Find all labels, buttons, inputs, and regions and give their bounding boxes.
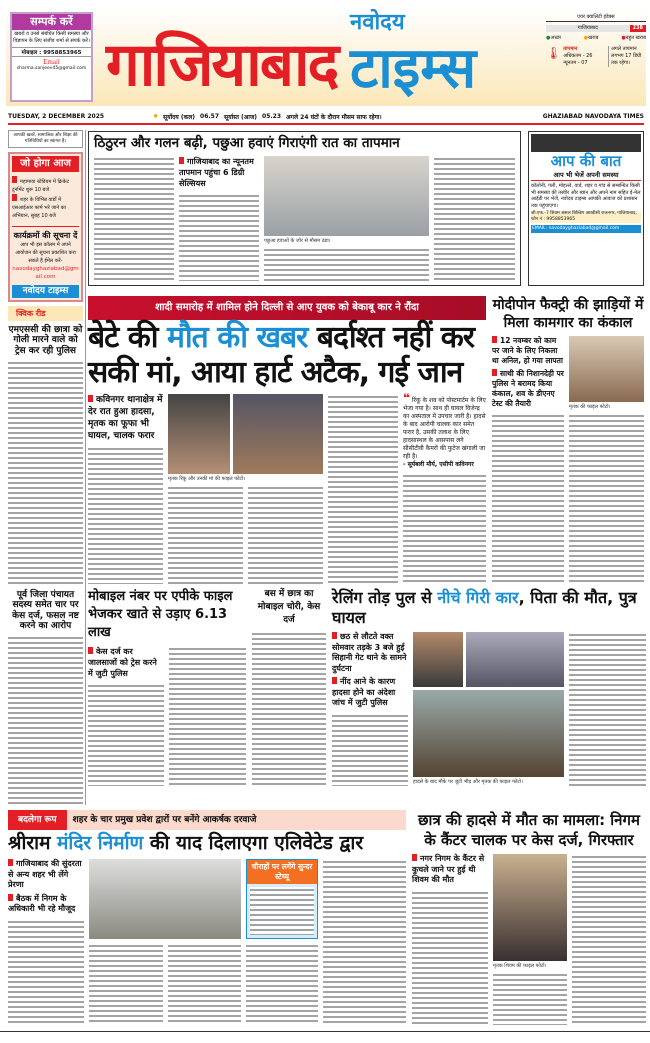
photo-mother <box>233 394 323 474</box>
left-column <box>8 130 86 805</box>
aqi-legend-good: ●अच्छा <box>546 35 561 41</box>
story-body <box>8 919 84 1026</box>
gate-banner <box>8 810 406 830</box>
story-body <box>168 943 242 1025</box>
paper-name: GHAZIABAD NAVODAYA TIMES <box>542 113 644 120</box>
top-story-headline: ठिठुरन और गलन बढ़ी, पछुआ हवाएं गिराएंगी रात का तापमान <box>94 135 400 151</box>
story-body <box>572 854 646 1025</box>
aap-ki-baat-body: कॉलोनी, गली, मोहल्ले, वार्ड, शहर व गांव से सम्बन्धित किसी भी समस्या की तस्वीर और ब्यान और अपने नाम सहित ई-मेल आईडी पर भेजें, नवोदय टाइम्स आपकी आवाज को प्रशासन तक पहुंचाएगा। <box>531 183 641 209</box>
photo-caption: मृतक की फाइल फोटो। <box>569 404 611 410</box>
story-body <box>88 446 163 584</box>
story-body <box>248 485 323 584</box>
aqi-panel <box>546 14 646 67</box>
headline-part: श्रीराम <box>8 832 58 854</box>
paper-title-top: नवोदय <box>350 10 405 35</box>
headline-part: बर्दाश्त नहीं कर सकी मां, आया हार्ट अटैक, गई जान <box>88 320 475 390</box>
sunset-label: सूर्यास्त (आज) <box>224 113 258 121</box>
story-body <box>493 972 567 1025</box>
quote-text: रिंकू के शव को पोस्टमार्टम के लिए भेजा गया है। साथ ही घायल विजेन्द्र का अस्पताल में उपचार जारी है। हादसे के बाद आरोपी चालक कार समेत फरार है, उसकी तलाश के लिए हादसास्थल के आसपास लगे सीसीटीवी कैमरों की फुटेज खंगाली जा रही है। <box>403 397 486 460</box>
quote-attribution: - सूर्यबली मौर्य, एसीपी कविनगर <box>403 461 474 468</box>
today-item: शहर के विभिन्न वार्डों में एसआईआर फार्म भरे जाने का अभियान, सुबह 10 बजे <box>12 194 79 220</box>
story-body <box>434 156 515 281</box>
railing-bullet: नींद आने के कारण हादसा होने का अंदेशा जांच में जुटी पुलिस <box>332 677 408 709</box>
headline-part: , पिता की मौत, पुत्र घायल <box>332 588 637 627</box>
statue-box-title: चौराहों पर लगेंगे सुन्दर स्टेच्यू <box>247 860 317 884</box>
headline-part: की याद दिलाएगा एलिवेटेड द्वार <box>143 832 364 854</box>
events-logo: नवोदय टाइम्स <box>12 285 79 298</box>
student-photo <box>493 854 567 961</box>
story-body <box>412 890 488 1026</box>
modipon-story <box>492 296 644 584</box>
story-body <box>252 631 326 786</box>
story-body <box>492 413 564 584</box>
story-body <box>179 193 259 281</box>
quick-read-label: क्विक रीड <box>8 306 83 321</box>
events-text: आप भी इस कॉलम में अपने आयोजन की सूचना प्रकाशित करा सकते हैं ईमेल करें- <box>15 242 76 264</box>
story-body <box>328 394 398 584</box>
modipon-headline: मोदीपोन फैक्ट्री की झाड़ियों में मिला कामगार का कंकाल <box>492 297 644 331</box>
gate-bullet: बैठक में निगम के अधिकारी भी रहे मौजूद <box>8 894 84 915</box>
railing-victim-photo <box>413 632 463 687</box>
paper-title-red: गाजियाबाद <box>106 30 338 100</box>
student-story <box>412 810 646 1025</box>
temp-forecast: अगले तापमान लगभग 17 डिग्री तक रहेगा। <box>608 46 646 67</box>
photo-caption: हादसे के बाद मौके पर जुटी भीड़ और मृतक की फाइल फोटो। <box>413 779 523 785</box>
story-body <box>8 360 83 586</box>
story-body <box>246 943 318 1025</box>
story-body <box>332 713 408 787</box>
aqi-value: 238 <box>630 25 646 32</box>
sunrise-label: सूर्योदय (कल) <box>163 113 196 121</box>
story-body <box>569 632 646 786</box>
story-body <box>169 646 246 786</box>
color-registration-bar <box>0 1031 650 1032</box>
masthead <box>6 8 646 106</box>
photo-caption: पछुआ हवाओं के जोर से मौसम ठंडा। <box>264 237 331 244</box>
photo-caption: मृतक रिंकू और उनकी मां की फाइल फोटो। <box>168 476 246 482</box>
story-body <box>94 156 174 281</box>
temp-max: अधिकतम - 26 <box>563 53 593 59</box>
thermometer-icon: 🌡 <box>546 46 562 60</box>
today-title: जो होगा आज <box>12 156 79 172</box>
story-body <box>88 683 164 786</box>
headline-highlight: मंदिर निर्माण <box>57 832 144 854</box>
lead-headline <box>88 320 486 390</box>
aap-ki-baat-subtitle: आप भी भेजें अपनी समस्या <box>531 171 641 181</box>
aqi-legend-very-bad: ●बहुत खराब <box>621 35 646 41</box>
story-body <box>264 247 429 281</box>
bus-theft-story <box>252 588 326 786</box>
meeting-photo <box>89 859 241 939</box>
weather-forecast: अगले 24 घंटों के दौरान मौसम साफ रहेगा। <box>286 113 382 121</box>
modipon-photo <box>569 336 644 402</box>
story-body <box>250 887 314 935</box>
contact-title: सम्पर्क करें <box>12 14 91 30</box>
section-tag: बदलेगा रूप <box>8 810 67 830</box>
events-email[interactable]: navodayghaziabad@gmail.com <box>12 266 79 280</box>
aqi-city: गाजियाबाद <box>546 25 630 32</box>
aap-ki-baat-email[interactable]: EMAIL: navodayghaziabad@gmail.com <box>531 225 641 233</box>
today-item: महामाया स्टेडियम में क्रिकेट टूर्नामेंट शुरू 10 बजे <box>12 176 79 194</box>
gate-story <box>8 810 406 1025</box>
sun-icon: ✹ <box>153 113 159 120</box>
fraud-headline: मोबाइल नंबर पर एपीके फाइल भेजकर खाते से उड़ाए 6.13 लाख <box>88 589 233 640</box>
contact-text: खबरों व उनसे संबंधित किसी समस्या और विज्ञापन के लिए संजीव शर्मा से संपर्क करें। <box>13 31 90 44</box>
student-bullet: नगर निगम के कैंटर से कुचले जाने पर हुई थी शिवम की मौत <box>412 854 488 886</box>
story-headline: पूर्व जिला पंचायत सदस्य समेत चार पर केस दर्ज, फसल नष्ट करने का आरोप <box>12 590 79 632</box>
student-headline: छात्र की हादसे में मौत का मामला: निगम के कैंटर चालक पर केस दर्ज, गिरफ्तार <box>418 811 640 849</box>
lead-banner: शादी समारोह में शामिल होने दिल्ली से आए युवक को बेकाबू कार ने रौंदा <box>88 296 486 320</box>
gate-bullet: गाजियाबाद की सुंदरता से अन्य शहर भी लेंगे प्रेरणा <box>8 859 84 891</box>
lead-quote <box>403 391 486 469</box>
story-body <box>403 473 486 584</box>
contact-email-label: Email <box>43 58 60 66</box>
story-body <box>168 485 243 584</box>
story-headline: एमएससी की छात्रा को गोली मारने वाले को ट्रेस कर रही पुलिस <box>8 325 83 356</box>
lead-story <box>88 296 486 584</box>
sunset-time: 05.23 <box>262 113 282 120</box>
story-body <box>8 635 83 805</box>
railing-crowd-photo <box>413 690 564 777</box>
statue-box <box>246 859 318 939</box>
aqi-legend-bad: ●खराब <box>583 35 599 41</box>
aap-ki-baat-address: जी.एफ.-7 शिवम अंसल बिल्डिंग आरडीसी राजनगर, गाजियाबाद, फोन नं : 9958853965 <box>531 211 641 223</box>
headline-highlight: मौत की खबर <box>166 320 308 355</box>
railing-story <box>332 588 646 786</box>
headline-part: रेलिंग तोड़ पुल से <box>332 588 438 607</box>
temp-label: तापमान <box>563 46 578 52</box>
dateline <box>8 110 644 125</box>
story-body <box>89 943 163 1025</box>
modipon-bullet: साथी की निशानदेही पर पुलिस ने बरामद किया कंकाल, शव के डीएनए टेस्ट की तैयारी <box>492 369 564 408</box>
headline-part: बेटे की <box>88 320 167 355</box>
today-box <box>8 152 83 302</box>
contact-email[interactable]: sharma.sanjeev45@gmail.com <box>16 66 87 71</box>
photo-rinku <box>168 394 230 474</box>
top-story-subhead: गाजियाबाद का न्यूनतम तापमान पहुंचा 6 डिग्री सेल्सियस <box>179 156 259 189</box>
fraud-subhead: केस दर्ज कर जालसाजों को ट्रेस करने में जुटी पुलिस <box>88 646 164 679</box>
top-story <box>88 131 521 286</box>
temp-min: न्यूनतम - 07 <box>563 60 588 66</box>
issue-date: TUESDAY, 2 DECEMBER 2025 <box>8 113 105 120</box>
aap-ki-baat-title: आप की बात <box>550 152 622 170</box>
aqi-title: एयर क्वालिटी इंडेक्स <box>546 14 646 22</box>
contact-mobile: मोबाइल : 9958853965 <box>12 47 91 57</box>
railing-headline <box>332 588 646 628</box>
railing-car-photo <box>466 632 564 687</box>
gate-banner-text: शहर के चार प्रमुख प्रवेश द्वारों पर बनेंगे आकर्षक दरवाजे <box>72 814 257 825</box>
sunrise-time: 06.57 <box>200 113 220 120</box>
headline-highlight: नीचे गिरी कार <box>437 588 519 607</box>
story-body <box>323 859 406 1025</box>
railing-bullet: छठ से लौटते वक्त सोमवार तड़के 3 बजे हुई सिहानी गेट थाने के सामने दुर्घटना <box>332 632 407 673</box>
gate-headline <box>8 832 406 855</box>
events-title: कार्यक्रमों की सूचना दें <box>12 226 79 241</box>
paper-title-blue: टाइम्स <box>350 36 477 101</box>
story-body <box>569 413 644 584</box>
modipon-bullet: 12 नवम्बर को काम पर जाने के लिए निकला था अनिल, हो गया लापता <box>492 336 563 365</box>
bus-theft-headline: बस में छात्र का मोबाइल चोरी, केस दर्ज <box>257 589 321 625</box>
aap-ki-baat-box <box>528 131 644 286</box>
lead-subhead: कविनगर थानाक्षेत्र में देर रात हुआ हादसा, मृतक का फूफा भी घायल, चालक फरार <box>88 395 163 441</box>
protest-photo <box>531 134 641 152</box>
notice-box: आपकी खबरें, सामाजिक और शिक्षा की गतिविधियों का स्वागत है। <box>8 130 83 148</box>
fraud-story <box>88 588 246 786</box>
quote-icon: ❝ <box>403 391 411 405</box>
photo-caption: मृतक शिवम की फाइल फोटो। <box>493 962 547 969</box>
contact-box <box>10 12 93 102</box>
fog-photo <box>264 156 429 236</box>
